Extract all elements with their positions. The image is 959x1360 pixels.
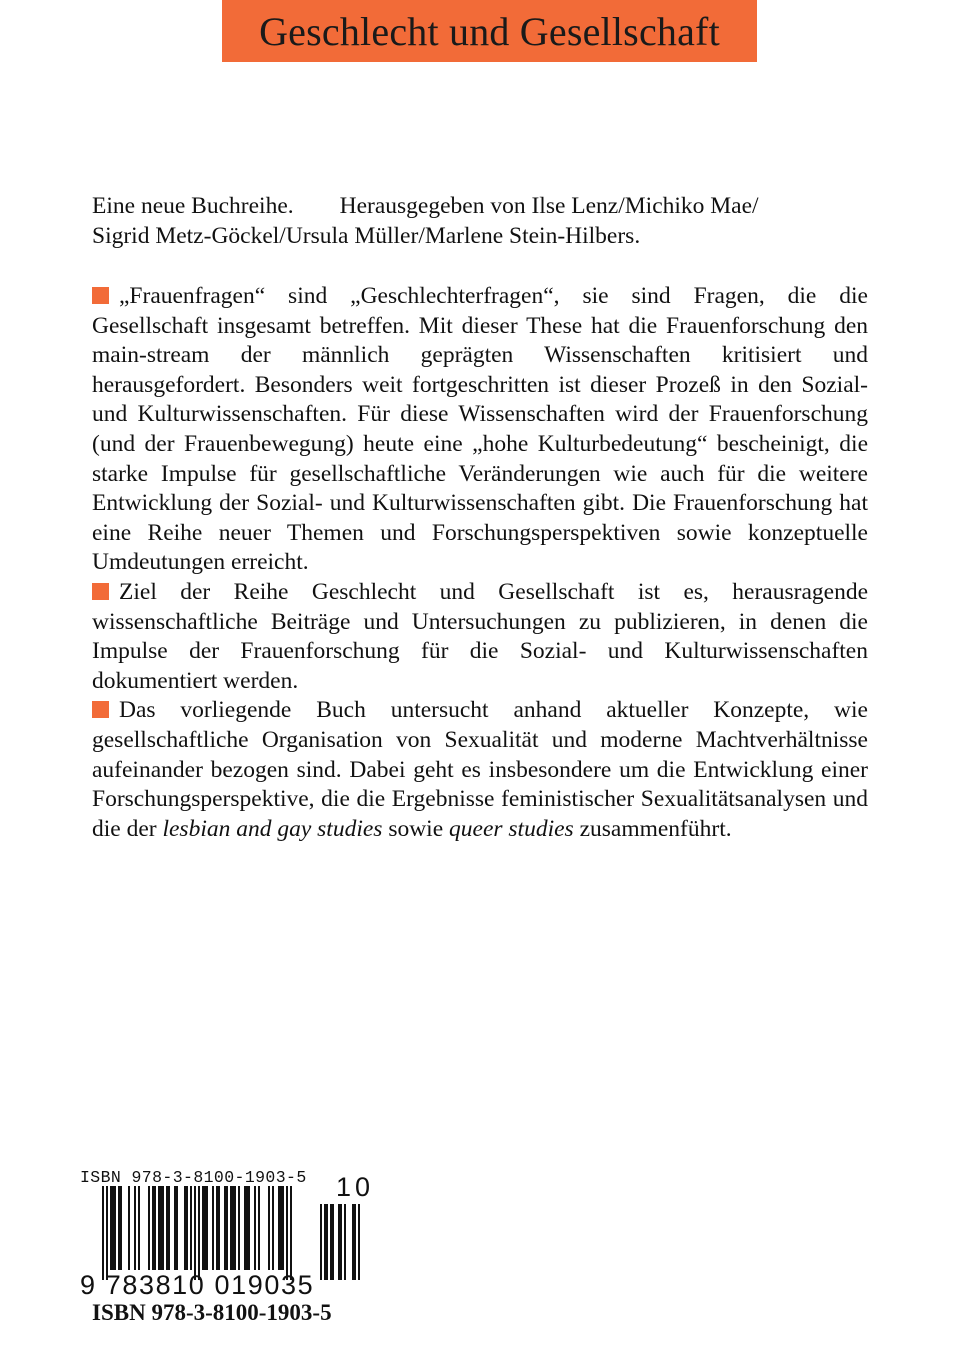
blurb-paragraph-2-text: Ziel der Reihe Geschlecht und Gesellschaft ist es, herausragende wissenschaftliche Beiträge und Untersuchungen zu publizieren, in denen die Impulse der Frauenforschung für die Sozial- und Kulturwissenschaften dokumentiert werden. [92,578,868,694]
blurb [92,282,868,844]
barcode-bar [290,1186,292,1280]
barcode-bar [230,1186,232,1270]
barcode-bar [194,1186,196,1280]
blurb-paragraph-3-text: Das vorliegende Buch untersucht anhand aktueller Konzepte, wie gesellschaftliche Organisation von Sexualität und moderne Machtverhältnisse aufeinander bezogen sind. Dabei geht es insbesondere um die Entwicklung einer Forschungsperspektive, die die Ergebnisse feministischer Sexualitätsanalysen und die der [92,697,868,842]
series-editors-line2: Sigrid Metz-Göckel/Ursula Müller/Marlene Stein-Hilbers. [92,223,641,249]
barcode-bar [174,1186,176,1270]
barcode-bar [224,1186,226,1270]
square-bullet-icon [92,583,109,600]
square-bullet-icon [92,287,109,304]
addon-bar [352,1204,354,1280]
addon-bar [332,1204,334,1280]
barcode-bar [232,1186,234,1270]
isbn-top-label: ISBN 978-3-8100-1903-5 [80,1168,307,1187]
barcode-bar [286,1186,288,1280]
barcode-bar [280,1186,282,1270]
barcode-bar [268,1186,270,1270]
addon-bar [324,1204,326,1280]
barcode-bar [278,1186,280,1270]
barcode-bar [114,1186,116,1270]
barcode-bar [118,1186,120,1270]
barcode-bar [120,1186,122,1270]
barcode-bar [112,1186,114,1270]
barcode-bar [110,1186,112,1270]
barcode-bar [272,1186,274,1270]
barcode-bar [138,1186,140,1270]
series-title: Geschlecht und Gesellschaft [259,8,720,54]
barcode-bar [154,1186,156,1270]
barcode-bar [176,1186,178,1270]
barcode-bar [212,1186,214,1270]
barcode-bar [162,1186,164,1270]
barcode-bar [134,1186,136,1270]
barcode-bar [216,1186,218,1270]
barcode-bar [158,1186,160,1270]
addon-digits: 10 [336,1172,375,1202]
barcode-bar [166,1186,168,1270]
barcode-bar [168,1186,170,1270]
series-info [92,191,872,251]
barcode-bar [106,1186,108,1280]
blurb-paragraph-3 [92,696,868,844]
barcode-bar [238,1186,240,1270]
barcode-bar [248,1186,250,1270]
series-label: Eine neue Buchreihe. [92,193,294,219]
barcode-bar [244,1186,246,1270]
barcode-bar [226,1186,228,1270]
barcode-bar [234,1186,236,1270]
addon-bar [326,1204,328,1280]
addon-bar [354,1204,356,1280]
addon-bar [340,1204,342,1280]
barcode-bar [204,1186,206,1270]
blurb-paragraph-1-text: „Frauenfragen“ sind „Geschlechterfragen“, sie sind Fragen, die die Gesellschaft insgesamt betreffen. Mit dieser These hat die Frauenforschung den main-stream der männlich geprägten Wissenschaften kritisiert und herausgefordert. Besonders weit fortgeschritten ist dieser Prozeß in den Sozial- und Kulturwissenschaften. Für diese Wissenschaften wird der Frauenforschung (und der Frauenbewegung) heute eine „hohe Kulturbedeutung“ bescheinigt, die starke Impulse für gesellschaftliche Veränderungen wie auch für die weitere Entwicklung der Sozial- und Kulturwissenschaften gibt. Die Frauenforschung hat eine Reihe neuer Themen und Forschungsperspektiven sowie konzeptuelle Umdeutungen erreicht. [92,283,868,576]
barcode-bar [258,1186,260,1270]
addon-bar [320,1204,322,1280]
barcode-bar [102,1186,104,1280]
addon-bar [344,1204,346,1280]
addon-bar [358,1204,360,1280]
barcode-bar [254,1186,256,1270]
barcode-bar [282,1186,284,1270]
barcode-bar [128,1186,130,1270]
addon-bar [330,1204,332,1280]
barcode-bar [160,1186,162,1270]
ean-digits: 9 783810 019035 [80,1270,315,1300]
series-editors-line1: Herausgegeben von Ilse Lenz/Michiko Mae/ [339,193,759,219]
barcode-bar [202,1186,204,1270]
series-banner [222,0,757,62]
barcode-bar [184,1186,186,1270]
barcode-bar [186,1186,188,1270]
barcode-bar [246,1186,248,1270]
barcode-bar [198,1186,200,1280]
blurb-paragraph-1 [92,282,868,578]
barcode-bar [190,1186,192,1270]
blurb-paragraph-2 [92,578,868,696]
italic-term-lesbian-gay-studies: lesbian and gay studies [162,815,383,842]
addon-bar [338,1204,340,1280]
isbn-bottom-label: ISBN 978-3-8100-1903-5 [92,1300,332,1325]
blurb-paragraph-3-connector: sowie [382,815,450,842]
italic-term-queer-studies: queer studies [449,815,574,842]
barcode-bar [152,1186,154,1270]
square-bullet-icon [92,701,109,718]
barcode-bar [218,1186,220,1270]
barcode-bar [148,1186,150,1270]
barcode-bar [206,1186,208,1270]
blurb-paragraph-3-end: zusammenführt. [573,815,732,842]
isbn-barcode-block [80,1168,380,1336]
